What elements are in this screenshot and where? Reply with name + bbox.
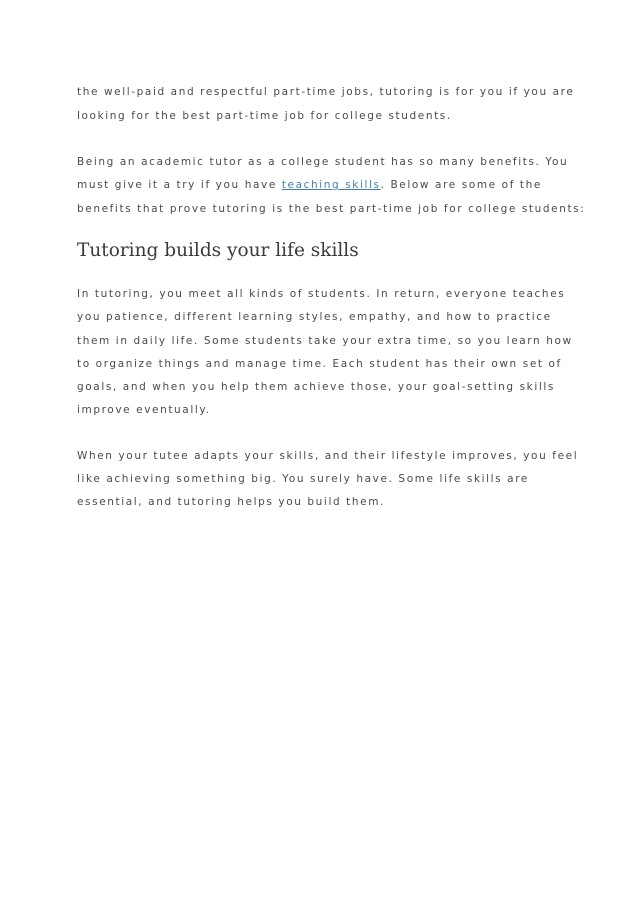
teaching-skills-link[interactable]: teaching skills [281,179,381,191]
paragraph2-line: essential, and tutoring helps you build them. [77,496,385,508]
paragraph2-line: like achieving something big. You surely have. Some life skills are [77,473,529,485]
paragraph1-line: them in daily life. Some students take your extra time, so you learn how [77,335,573,347]
benefits-line-1: Being an academic tutor as a college student has so many benefits. You [77,156,569,168]
paragraph1-line: you patience, different learning styles, empathy, and how to practice [77,311,552,323]
paragraph2-line: When your tutee adapts your skills, and their lifestyle improves, you feel [77,450,579,462]
paragraph1-line: goals, and when you help them achieve those, your goal-setting skills [77,381,555,393]
benefits-line-2-after: . Below are some of the [380,179,542,191]
benefits-line-2-before: must give it a try if you have [77,179,282,191]
paragraph1-line: improve eventually. [77,404,211,416]
intro-line-2: looking for the best part-time job for college students. [77,110,452,122]
benefits-line-2 [77,178,542,192]
section-heading: Tutoring builds your life skills [77,240,359,261]
paragraph1-line: In tutoring, you meet all kinds of students. In return, everyone teaches [77,288,566,300]
benefits-line-3: benefits that prove tutoring is the best part-time job for college students: [77,203,586,215]
paragraph1-line: to organize things and manage time. Each student has their own set of [77,358,562,370]
intro-line-1: the well-paid and respectful part-time jobs, tutoring is for you if you are [77,86,575,98]
